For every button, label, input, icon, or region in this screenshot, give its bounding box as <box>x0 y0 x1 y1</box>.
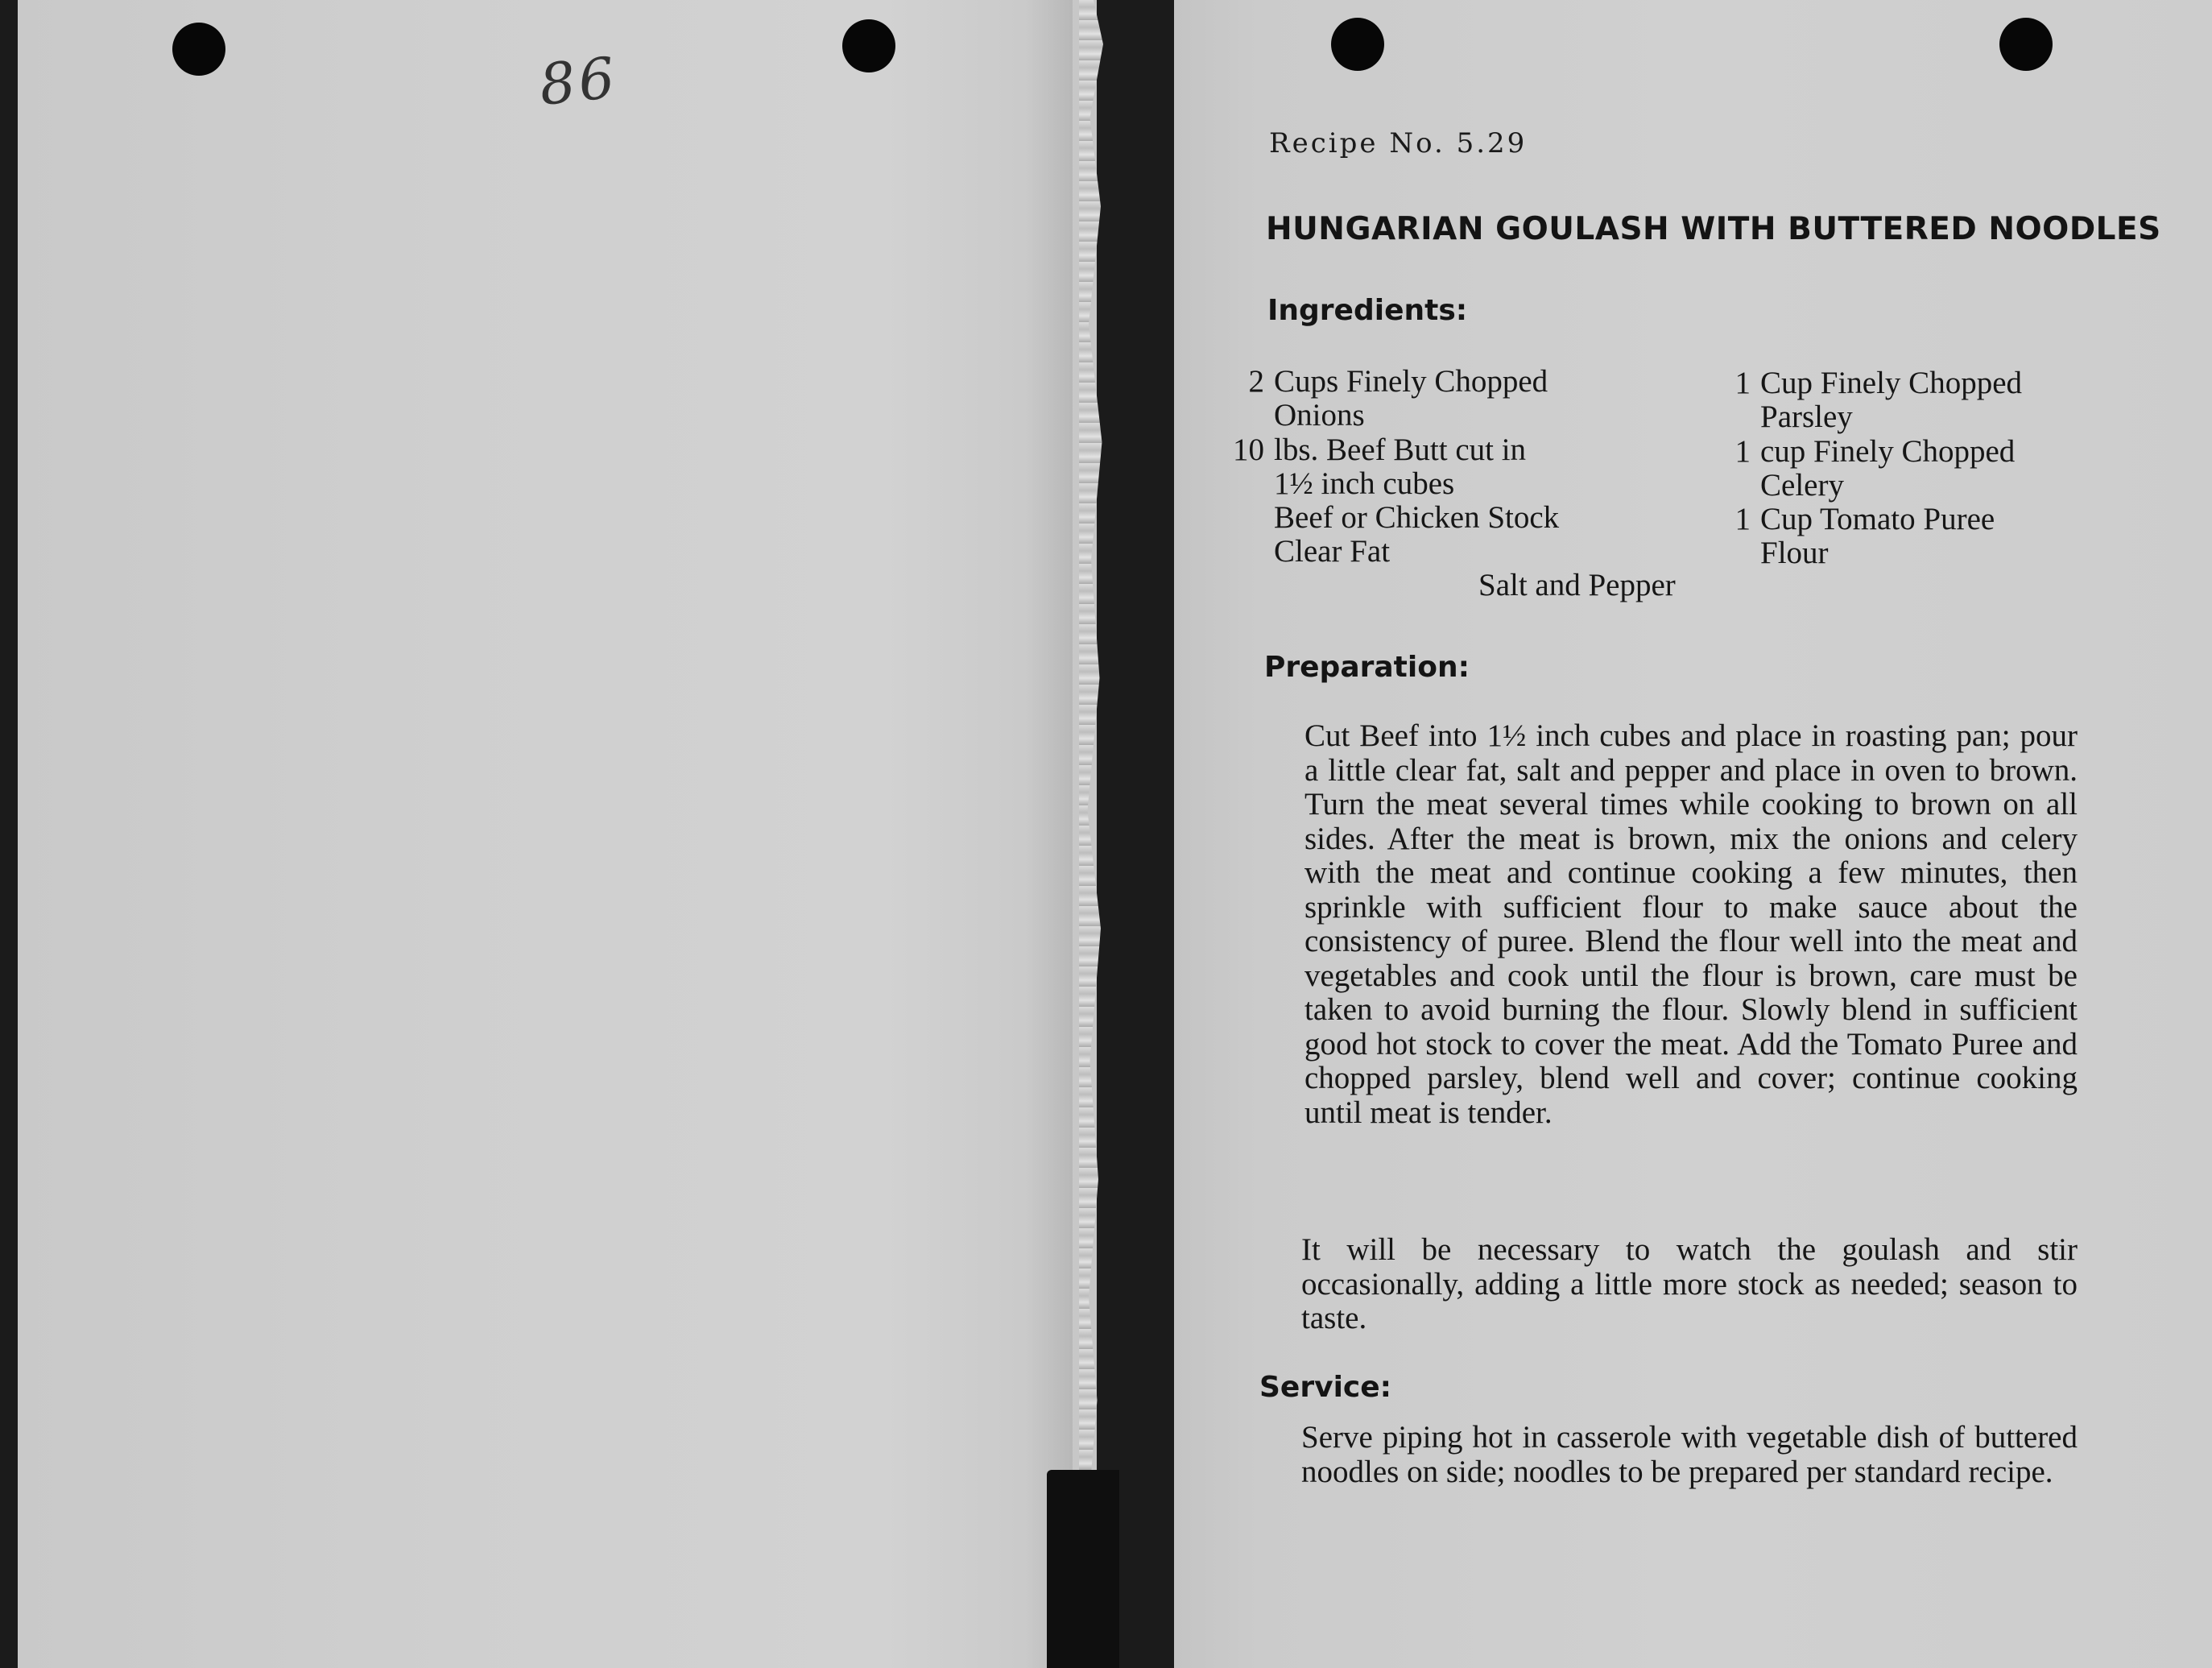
service-heading: Service: <box>1259 1371 1392 1404</box>
ingredient-text: lbs. Beef Butt cut in <box>1274 433 1527 467</box>
ingredient-item <box>1730 503 1995 536</box>
recipe-card <box>1174 0 2212 1668</box>
ingredient-qty: 1 <box>1734 434 1751 469</box>
recipe-title: HUNGARIAN GOULASH WITH BUTTERED NOODLES <box>1266 211 2161 247</box>
ingredient-item <box>1760 536 1829 570</box>
ingredient-text: Cup Tomato Puree <box>1760 502 1995 536</box>
ingredient-item <box>1478 569 1676 602</box>
preparation-heading: Preparation: <box>1264 651 1470 684</box>
torn-edge <box>1079 0 1103 1474</box>
binder-hole-icon <box>842 19 895 72</box>
ingredient-item <box>1730 435 2015 503</box>
ingredient-qty: 1 <box>1734 502 1751 536</box>
ingredient-text: Cup Finely Chopped <box>1760 366 2023 400</box>
handwritten-page-number: 86 <box>535 44 622 118</box>
ingredient-text: Beef or Chicken Stock <box>1274 500 1560 535</box>
binder-tab <box>1047 1470 1119 1668</box>
ingredient-text: cup Finely Chopped <box>1760 434 2016 469</box>
ingredient-text-cont: Parsley <box>1760 399 1853 434</box>
binder-hole-icon <box>1999 18 2053 71</box>
ingredient-item <box>1219 433 1526 501</box>
ingredient-text: Clear Fat <box>1274 534 1391 569</box>
preparation-paragraph: It will be necessary to watch the goulash and stir occasionally, adding a little more stock as needed; season to taste. <box>1301 1232 2078 1335</box>
preparation-paragraph: Cut Beef into 1½ inch cubes and place in roasting pan; pour a little clear fat, salt and pepper and place in oven to brown. Turn the meat several times while cooking to brown on all sides. After the meat is brown, mix the onions and celery with the meat and continue cooking a few minutes, then sprinkle with sufficient flour to make sauce about the consistency of puree. Blend the flour well into the meat and vegetables and cook until the flour is brown, care must be taken to avoid burning the flour. Slowly blend in sufficient good hot stock to cover the meat. Add the Tomato Puree and chopped parsley, blend well and cover; continue cooking until meat is tender. <box>1304 718 2078 1130</box>
ingredient-item <box>1274 535 1390 569</box>
service-paragraph: Serve piping hot in casserole with vegetable dish of buttered noodles on side; noodles to be prepared per standard recipe. <box>1301 1420 2078 1489</box>
page-shadow <box>1024 0 1073 1668</box>
ingredient-text: Salt and Pepper <box>1478 568 1676 602</box>
ingredient-item <box>1274 501 1559 535</box>
ingredient-text: Cups Finely Chopped <box>1274 364 1548 399</box>
ingredient-text: Flour <box>1760 536 1829 570</box>
left-card <box>18 0 1097 1668</box>
binder-hole-icon <box>1331 18 1384 71</box>
ingredient-text-cont: Celery <box>1760 468 1844 503</box>
ingredient-qty: 10 <box>1233 433 1264 467</box>
ingredients-heading: Ingredients: <box>1267 294 1468 327</box>
ingredient-item <box>1730 366 2022 434</box>
ingredient-text-cont: 1½ inch cubes <box>1274 466 1455 501</box>
ingredient-item <box>1219 365 1548 433</box>
ingredient-qty: 1 <box>1734 366 1751 400</box>
ingredient-qty: 2 <box>1248 364 1264 399</box>
recipe-number: Recipe No. 5.29 <box>1269 127 1528 159</box>
ingredient-text-cont: Onions <box>1274 398 1365 433</box>
binder-hole-icon <box>172 23 225 76</box>
